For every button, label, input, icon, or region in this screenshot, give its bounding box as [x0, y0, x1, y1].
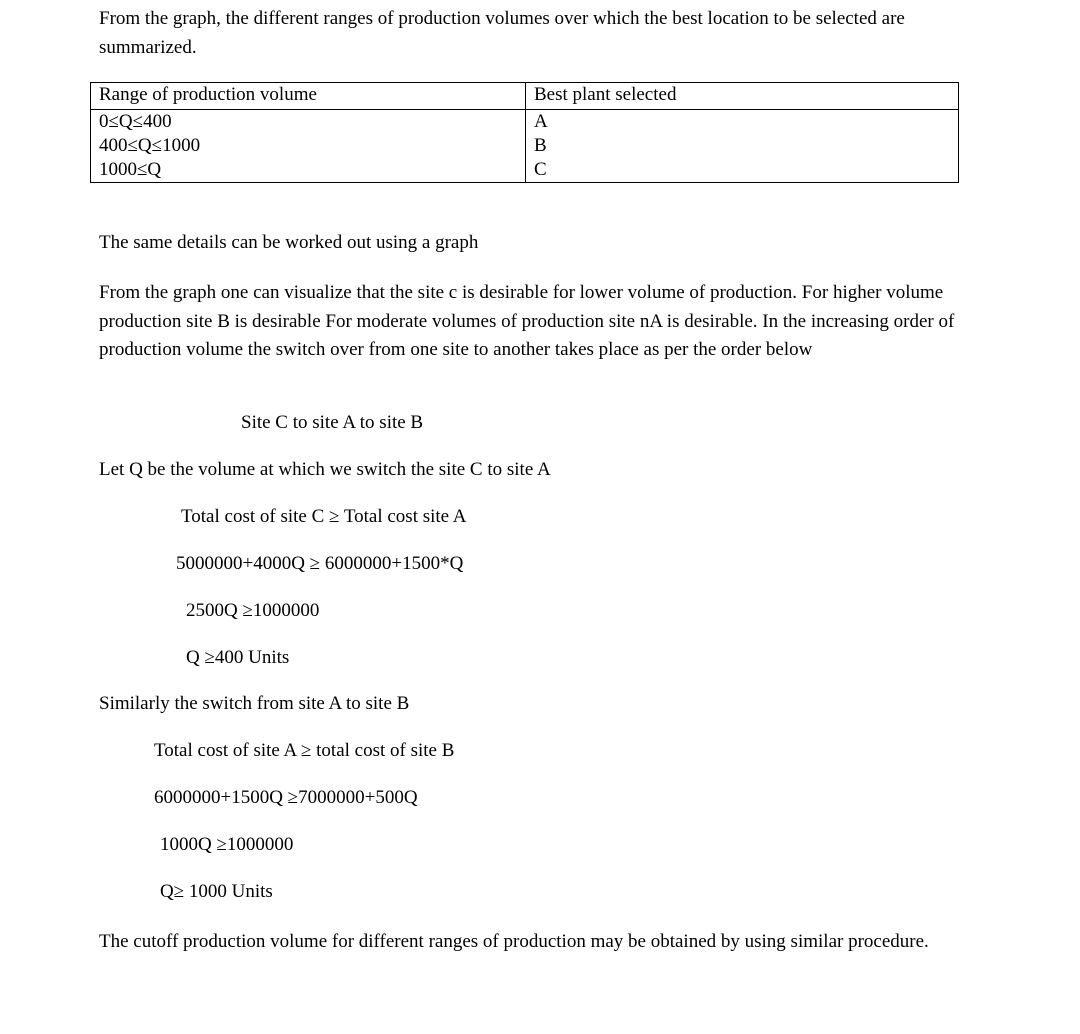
visualize-paragraph: From the graph one can visualize that the site c is desirable for lower volume of production. For higher volume production site B is desirable For moderate volumes of production site nA is desirable. In the increasing order of production volume the switch over from one site to another takes place as per the order below — [99, 282, 955, 360]
cell-range: 400≤Q≤1000 — [91, 134, 526, 158]
header-best-plant: Best plant selected — [526, 83, 959, 110]
eq1-line2: 5000000+4000Q ≥ 6000000+1500*Q — [176, 553, 464, 574]
eq2-line1: Total cost of site A ≥ total cost of site B — [154, 740, 455, 761]
eq1-line1: Total cost of site C ≥ Total cost site A — [181, 506, 467, 527]
cell-plant: A — [526, 110, 959, 135]
summary-table — [90, 82, 959, 183]
header-range: Range of production volume — [91, 83, 526, 110]
cell-plant: C — [526, 158, 959, 183]
eq1-line4: Q ≥400 Units — [186, 647, 290, 668]
same-details-text: The same details can be worked out using a graph — [99, 232, 479, 253]
eq2-line3: 1000Q ≥1000000 — [160, 834, 294, 855]
table-row — [91, 110, 959, 135]
table-row — [91, 158, 959, 183]
table-header-row — [91, 83, 959, 110]
site-order: Site C to site A to site B — [241, 412, 424, 433]
intro-paragraph: From the graph, the different ranges of production volumes over which the best location to be selected are summarized. — [99, 8, 905, 58]
conclusion-paragraph: The cutoff production volume for different ranges of production may be obtained by using similar procedure. — [99, 931, 929, 952]
similarly-text: Similarly the switch from site A to site B — [99, 693, 410, 714]
eq2-line4: Q≥ 1000 Units — [160, 881, 273, 902]
let-q-text: Let Q be the volume at which we switch the site C to site A — [99, 459, 551, 480]
eq1-line3: 2500Q ≥1000000 — [186, 600, 320, 621]
eq2-line2: 6000000+1500Q ≥7000000+500Q — [154, 787, 418, 808]
cell-range: 0≤Q≤400 — [91, 110, 526, 135]
cell-plant: B — [526, 134, 959, 158]
table-row — [91, 134, 959, 158]
cell-range: 1000≤Q — [91, 158, 526, 183]
